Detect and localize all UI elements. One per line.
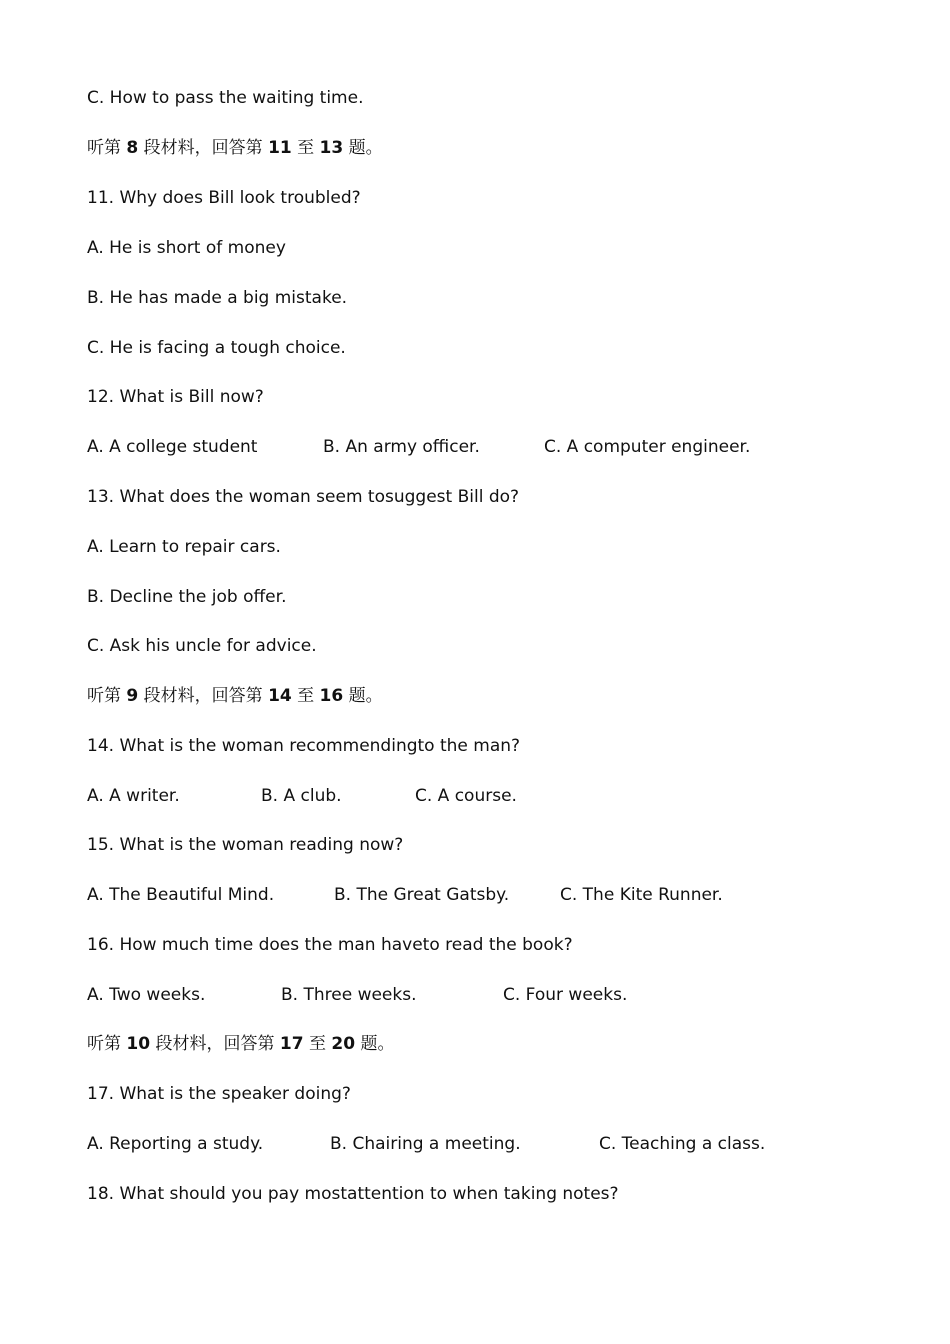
option-16c: C. Four weeks. [503, 985, 628, 1005]
option-11a: A. He is short of money [87, 238, 286, 258]
options-12 [87, 436, 887, 458]
options-15 [87, 884, 887, 906]
question-14: 14. What is the woman recommendingto the man? [87, 736, 521, 756]
option-17b: B. Chairing a meeting. [330, 1134, 521, 1154]
options-14 [87, 785, 887, 807]
option-12c: C. A computer engineer. [544, 437, 751, 457]
section-heading-8: 听第 8 段材料，回答第 11 至 13 题。 [87, 138, 383, 158]
question-15: 15. What is the woman reading now? [87, 835, 404, 855]
option-12b: B. An army officer. [323, 437, 480, 457]
option-11c: C. He is facing a tough choice. [87, 338, 346, 358]
option-17a: A. Reporting a study. [87, 1134, 264, 1154]
question-18: 18. What should you pay mostattention to when taking notes? [87, 1184, 619, 1204]
option-13a: A. Learn to repair cars. [87, 537, 281, 557]
question-11: 11. Why does Bill look troubled? [87, 188, 361, 208]
option-14c: C. A course. [415, 786, 517, 806]
option-16b: B. Three weeks. [281, 985, 417, 1005]
option-11b: B. He has made a big mistake. [87, 288, 348, 308]
option-14a: A. A writer. [87, 786, 180, 806]
option-12a: A. A college student [87, 437, 258, 457]
option-7c: C. How to pass the waiting time. [87, 88, 364, 108]
option-15b: B. The Great Gatsby. [334, 885, 510, 905]
section-heading-9: 听第 9 段材料，回答第 14 至 16 题。 [87, 686, 383, 706]
option-15a: A. The Beautiful Mind. [87, 885, 275, 905]
option-16a: A. Two weeks. [87, 985, 206, 1005]
question-17: 17. What is the speaker doing? [87, 1084, 351, 1104]
option-13b: B. Decline the job offer. [87, 587, 287, 607]
option-17c: C. Teaching a class. [599, 1134, 766, 1154]
options-17 [87, 1133, 887, 1155]
option-14b: B. A club. [261, 786, 342, 806]
question-13: 13. What does the woman seem tosuggest Bill do? [87, 487, 520, 507]
section-heading-10: 听第 10 段材料，回答第 17 至 20 题。 [87, 1034, 395, 1054]
question-12: 12. What is Bill now? [87, 387, 264, 407]
option-13c: C. Ask his uncle for advice. [87, 636, 317, 656]
options-16 [87, 984, 887, 1006]
question-16: 16. How much time does the man haveto read the book? [87, 935, 573, 955]
option-15c: C. The Kite Runner. [560, 885, 723, 905]
